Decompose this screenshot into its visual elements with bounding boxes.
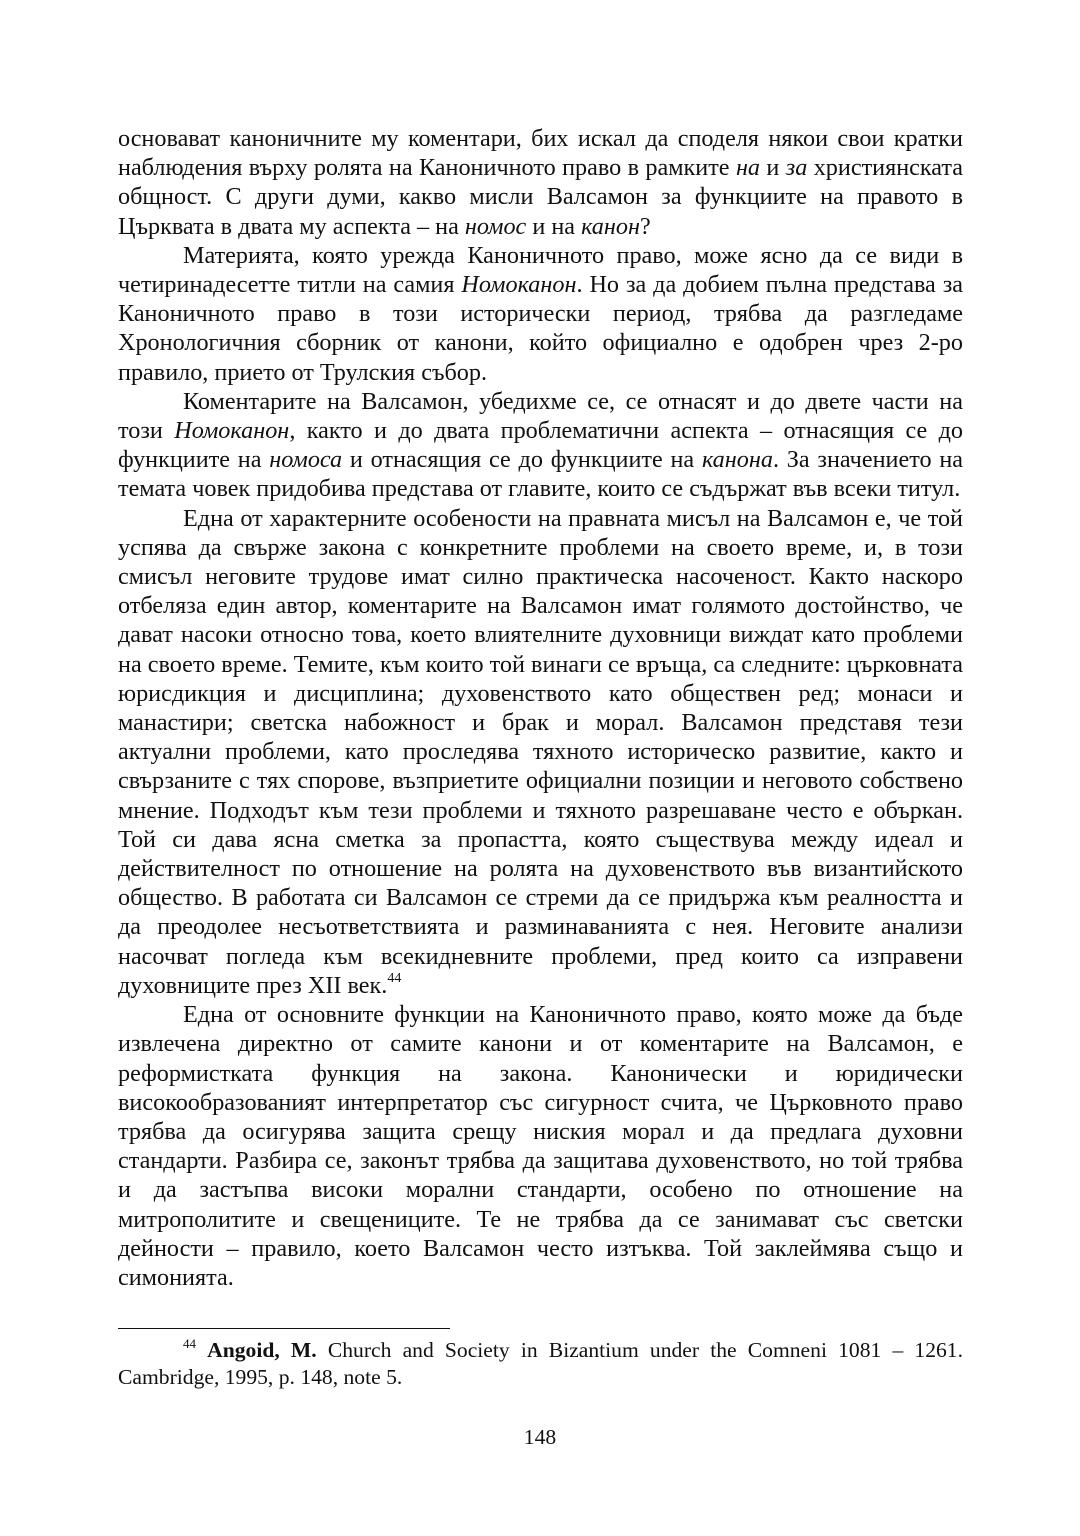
italic-term: Номоканон [461,271,577,299]
italic-term: номоса [269,446,343,474]
italic-term: номос [464,212,527,240]
text-run: Коментарите на Валсамон, убедихме се, се отнасят и до двете части на този [118,387,963,445]
footnote-author: Angoid, M. [207,1338,317,1362]
italic-term: за [785,154,808,182]
footnote-text [118,1337,963,1390]
text-run: . За значението на темата човек придобива представа от главите, които се съдържат във всеки титул. [118,446,963,503]
footnote [118,1337,963,1390]
text-run: Една от основните функции на Каноничното право, която може да бъде извлечена директно от самите канони и от коментарите на Валсамон, е реформистката функция на закона. Канонически и юридически високообразованият интерпретатор със сигурност счита, че Църковното право трябва да осигурява защита срещу ниския морал и да предлага духовни стандарти. Разбира се, законът трябва да защитава духовенството, но той трябва и да застъпва високи морални стандарти, особено по отношение на митрополитите и свещениците. Те не трябва да се занимават със светски дейности – правило, което Валсамон често изтъква. Той заклеймява също и симонията. [118,1001,963,1291]
text-run: християнската общност. С други думи, какво мисли Валсамон за функциите на правото в Църквата в двата му аспекта – на [118,154,963,240]
italic-term: Номоканон [174,417,290,445]
text-run: и [760,154,786,182]
text-run: и на [526,212,582,240]
paragraph [118,504,963,1000]
text-run: основават каноничните му коментари, бих искал да споделя някои свои кратки наблюдения върху ролята на Каноничното право в рамките [118,125,963,182]
text-run: Материята, която урежда Каноничното право, може ясно да се види в четиринадесетте титли на самия [118,241,963,299]
footnote-separator [118,1328,450,1329]
text-run: Една от характерните особености на правната мисъл на Валсамон е, че той успява да свърже закона с конкретните проблеми на своето време, и, в този смисъл неговите трудове имат силно практическа насоченост. Както наскоро отбеляза един автор, коментарите на Валсамон имат голямото достойнство, че дават насоки относно това, което влиятелните духовници виждат като проблеми на своето време. Темите, към които той винаги се връща, са следните: църковната юрисдикция и дисциплина; духовенството като обществен ред; монаси и манастири; светска набожност и брак и морал. Валсамон представя тези актуални проблеми, като проследява тяхното историческо развитие, както и свързаните с тях спорове, възприетите официални позиции и неговото собствено мнение. Подходът към тези проблеми и тяхното разрешаване често е объркан. Той си дава ясна сметка за пропастта, която съществува между идеал и действителност по отношение на ролята на духовенството във византийското общество. В работата си Валсамон се стреми да се придържа към реалността и да преодолее несъответствията и разминаванията с нея. Неговите анализи насочват погледа към всекидневните проблеми, пред които са изправени духовниците през XII век. [118,504,963,999]
footnote-number: 44 [183,1336,196,1351]
footnote-reference: 44 [387,970,402,986]
paragraph [118,124,963,241]
text-run: , както и до двата проблематични аспекта – отнасящия се до функциите на [118,417,964,474]
italic-term: на [735,154,761,182]
text-run: . Но за да добием пълна представа за Каноничното право в този исторически период, трябва да разгледаме Хронологичния сборник от канони, който официално е одобрен чрез 2-ро правило, прието от Трулския събор. [118,271,963,386]
text-run: ? [639,212,651,240]
paragraph [118,1000,963,1292]
body-text [118,124,963,1292]
paragraph [118,241,963,387]
italic-term: канон [581,212,640,240]
footnote-citation: Church and Society in Bizantium under the Comneni 1081 – 1261. Cambridge, 1995, p. 148, note 5. [118,1338,963,1389]
italic-term: канона [701,446,773,474]
text-run: и отнасящия се до функциите на [342,446,702,474]
page-number: 148 [523,1425,557,1449]
paragraph [118,387,963,504]
